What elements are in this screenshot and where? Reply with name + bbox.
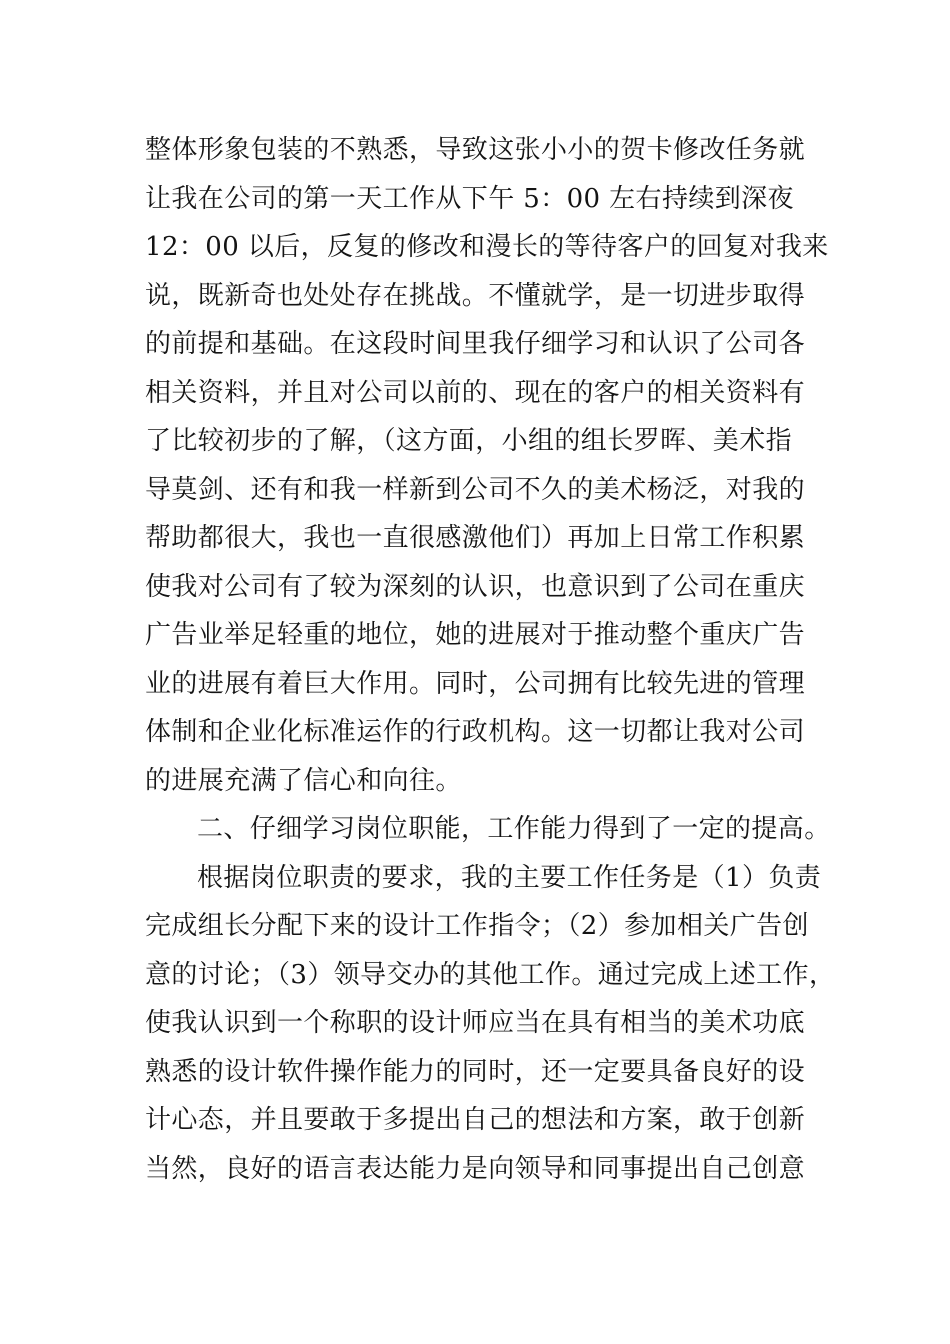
text-line: 说，既新奇也处处存在挑战。不懂就学，是一切进步取得 — [145, 280, 806, 311]
text-line: 帮助都很大，我也一直很感激他们）再加上日常工作积累 — [145, 523, 806, 553]
text-line: 体制和企业化标准运作的行政机构。这一切都让我对公司 — [145, 717, 806, 747]
text-line: 当然，良好的语言表达能力是向领导和同事提出自己创意 — [145, 1153, 806, 1184]
text-line: 的进展充满了信心和向往。 — [145, 765, 462, 796]
text-line: 广告业举足轻重的地位，她的进展对于推动整个重庆广告 — [145, 620, 806, 650]
body-text — [145, 126, 836, 1193]
text-line: 业的进展有着巨大作用。同时，公司拥有比较先进的管理 — [145, 668, 806, 699]
text-line: 使我认识到一个称职的设计师应当在具有相当的美术功底 — [145, 1008, 806, 1038]
text-line: 计心态，并且要敢于多提出自己的想法和方案，敢于创新 — [145, 1105, 806, 1135]
text-line: 了比较初步的了解，（这方面，小组的组长罗晖、美术指 — [145, 426, 793, 456]
text-line: 的前提和基础。在这段时间里我仔细学习和认识了公司各 — [145, 329, 806, 359]
section-heading: 二、仔细学习岗位职能，工作能力得到了一定的提高。 — [197, 814, 831, 844]
text-line: 根据岗位职责的要求，我的主要工作任务是（1）负责 — [197, 862, 822, 893]
text-line: 意的讨论；（3）领导交办的其他工作。通过完成上述工作， — [145, 959, 836, 990]
text-line: 熟悉的设计软件操作能力的同时，还一定要具备良好的设 — [145, 1056, 806, 1087]
text-line: 相关资料，并且对公司以前的、现在的客户的相关资料有 — [145, 377, 806, 408]
text-line: 导莫剑、还有和我一样新到公司不久的美术杨泛，对我的 — [145, 474, 806, 505]
text-line: 整体形象包装的不熟悉，导致这张小小的贺卡修改任务就 — [145, 135, 806, 165]
text-line: 使我对公司有了较为深刻的认识，也意识到了公司在重庆 — [145, 571, 806, 602]
text-line: 12：00 以后，反复的修改和漫长的等待客户的回复对我来 — [145, 232, 829, 262]
text-line: 让我在公司的第一天工作从下午 5：00 左右持续到深夜 — [145, 183, 794, 214]
text-line: 完成组长分配下来的设计工作指令；（2）参加相关广告创 — [145, 911, 809, 941]
